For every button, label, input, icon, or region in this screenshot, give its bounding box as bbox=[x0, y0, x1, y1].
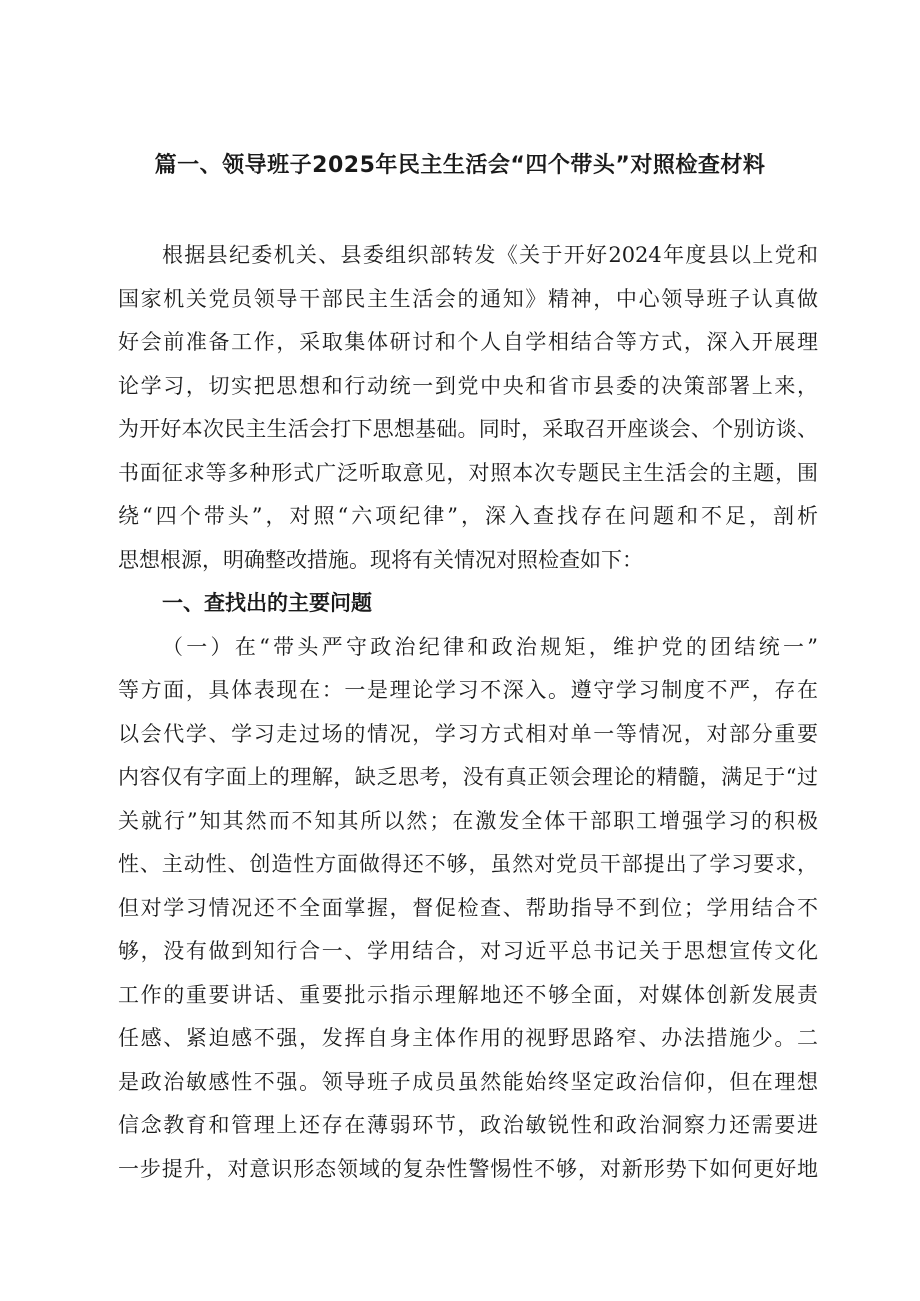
section-line: 但对学习情况还不全面掌握，督促检查、帮助指导不到位；学用结合不 bbox=[118, 895, 818, 920]
section-line: （一）在“带头严守政治纪律和政治规矩，维护党的团结统一” bbox=[162, 634, 818, 659]
section-line: 一步提升，对意识形态领域的复杂性警惕性不够，对新形势下如何更好地 bbox=[118, 1156, 818, 1181]
section-line: 以会代学、学习走过场的情况，学习方式相对单一等情况，对部分重要 bbox=[118, 721, 818, 746]
intro-line: 国家机关党员领导干部民主生活会的通知》精神，中心领导班子认真做 bbox=[118, 286, 818, 311]
document-title: 篇一、领导班子2025年民主生活会“四个带头”对照检查材料 bbox=[154, 153, 766, 178]
section-line: 任感、紧迫感不强，发挥自身主体作用的视野思路窄、办法措施少。二 bbox=[118, 1026, 818, 1050]
intro-line: 为开好本次民主生活会打下思想基础。同时，采取召开座谈会、个别访谈、 bbox=[118, 417, 818, 441]
section-line: 等方面，具体表现在：一是理论学习不深入。遵守学习制度不严，存在 bbox=[118, 678, 818, 702]
section-line: 性、主动性、创造性方面做得还不够，虽然对党员干部提出了学习要求， bbox=[118, 852, 818, 876]
section-line: 工作的重要讲话、重要批示指示理解地还不够全面，对媒体创新发展责 bbox=[118, 982, 818, 1007]
intro-line: 好会前准备工作，采取集体研讨和个人自学相结合等方式，深入开展理 bbox=[118, 330, 818, 354]
intro-line: 书面征求等多种形式广泛听取意见，对照本次专题民主生活会的主题，围 bbox=[118, 460, 818, 485]
section-line: 信念教育和管理上还存在薄弱环节，政治敏锐性和政治洞察力还需要进 bbox=[118, 1113, 818, 1137]
intro-line: 思想根源，明确整改措施。现将有关情况对照检查如下： bbox=[118, 547, 643, 572]
section-line: 是政治敏感性不强。领导班子成员虽然能始终坚定政治信仰，但在理想 bbox=[118, 1069, 818, 1094]
intro-line: 论学习，切实把思想和行动统一到党中央和省市县委的决策部署上来， bbox=[118, 373, 818, 398]
intro-line: 根据县纪委机关、县委组织部转发《关于开好2024年度县以上党和 bbox=[162, 243, 818, 267]
section-line: 够，没有做到知行合一、学用结合，对习近平总书记关于思想宣传文化 bbox=[118, 939, 818, 963]
section-line: 关就行”知其然而不知其所以然；在激发全体干部职工增强学习的积极 bbox=[118, 808, 818, 833]
intro-line: 绕“四个带头”，对照“六项纪律”，深入查找存在问题和不足，剖析 bbox=[118, 504, 818, 528]
intro-paragraph bbox=[118, 234, 818, 1191]
section-line: 内容仅有字面上的理解，缺乏思考，没有真正领会理论的精髓，满足于“过 bbox=[118, 765, 818, 789]
section-heading: 一、查找出的主要问题 bbox=[162, 591, 372, 615]
